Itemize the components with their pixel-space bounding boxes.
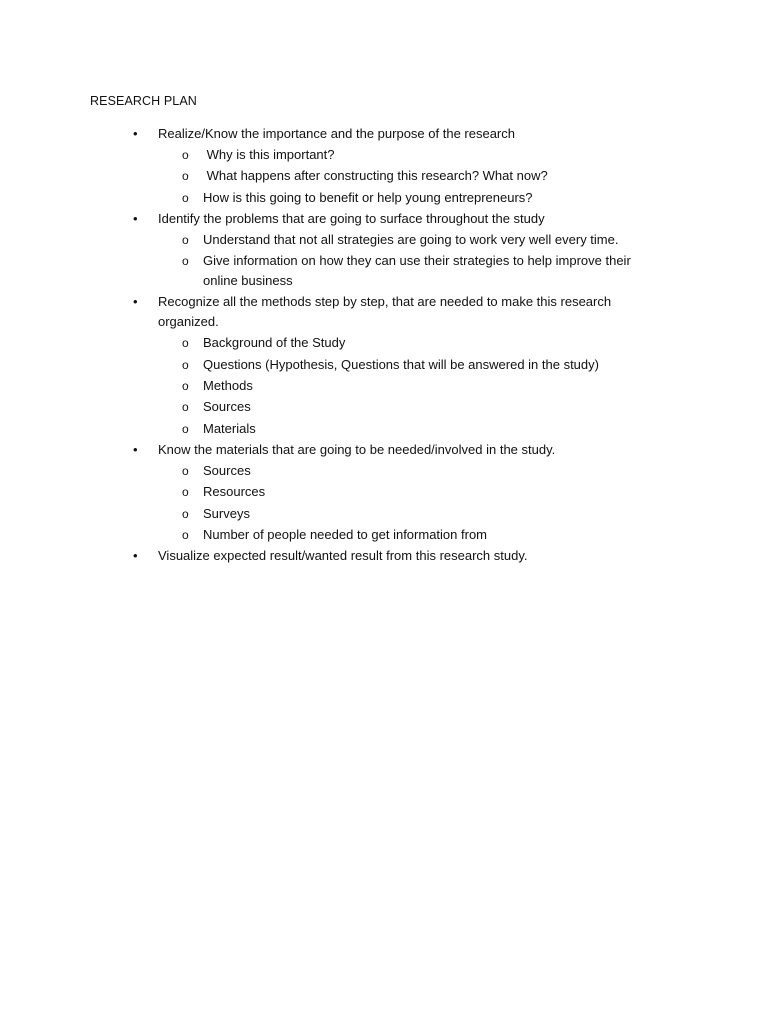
sub-outline-item-text: Number of people needed to get information from xyxy=(203,526,488,542)
outline-item-text: Recognize all the methods step by step, that are needed to make this research organized. xyxy=(158,294,612,330)
outline-item xyxy=(0,209,768,291)
outline-item-text: Know the materials that are going to be needed/involved in the study. xyxy=(158,441,556,457)
sub-outline-item-text: What happens after constructing this research? What now? xyxy=(203,168,548,184)
sub-outline-item-text: Sources xyxy=(203,399,251,415)
sub-outline-item-text: Understand that not all strategies are going to work very well every time. xyxy=(203,231,619,247)
circle-bullet-icon: o xyxy=(182,506,189,521)
outline-item-text: Visualize expected result/wanted result from this research study. xyxy=(158,548,528,564)
circle-bullet-icon: o xyxy=(182,527,189,542)
bullet-icon: • xyxy=(133,126,138,141)
sub-outline-item-text: Sources xyxy=(203,462,251,478)
sub-outline xyxy=(158,145,668,208)
sub-outline-item-text: Materials xyxy=(203,420,256,436)
sub-outline xyxy=(158,230,668,291)
circle-bullet-icon: o xyxy=(182,148,189,162)
sub-outline-item xyxy=(182,397,668,417)
sub-outline-item xyxy=(182,525,668,545)
sub-outline xyxy=(158,333,668,438)
circle-bullet-icon: o xyxy=(182,169,189,184)
circle-bullet-icon: o xyxy=(182,421,189,436)
sub-outline-item xyxy=(182,482,668,502)
sub-outline-item-text: Resources xyxy=(203,484,266,500)
outline-item xyxy=(0,440,768,545)
sub-outline-item-text: Surveys xyxy=(203,505,250,521)
sub-outline-item xyxy=(182,188,668,208)
circle-bullet-icon: o xyxy=(182,357,189,372)
sub-outline-item xyxy=(182,419,668,439)
sub-outline-item-text: Background of the Study xyxy=(203,335,346,351)
circle-bullet-icon: o xyxy=(182,336,189,351)
research-plan-outline xyxy=(0,124,768,567)
sub-outline-item xyxy=(182,355,668,375)
sub-outline-item xyxy=(182,145,668,165)
circle-bullet-icon: o xyxy=(182,485,189,500)
bullet-icon: • xyxy=(133,294,138,310)
sub-outline-item xyxy=(182,251,668,291)
sub-outline-item xyxy=(182,461,668,481)
bullet-icon: • xyxy=(133,441,138,457)
page-title: RESEARCH PLAN xyxy=(90,94,197,108)
sub-outline-item xyxy=(182,166,668,186)
sub-outline-item-text: Give information on how they can use their strategies to help improve their online business xyxy=(203,253,635,289)
sub-outline-item-text: Why is this important? xyxy=(203,147,335,162)
outline-item xyxy=(0,292,768,438)
sub-outline-item xyxy=(182,230,668,250)
sub-outline-item xyxy=(182,376,668,396)
circle-bullet-icon: o xyxy=(182,400,189,415)
bullet-icon: • xyxy=(133,548,138,564)
sub-outline-item xyxy=(182,504,668,524)
outline-item-text: Identify the problems that are going to surface throughout the study xyxy=(158,210,545,226)
circle-bullet-icon: o xyxy=(182,463,189,478)
circle-bullet-icon: o xyxy=(182,379,189,394)
circle-bullet-icon: o xyxy=(182,232,189,247)
outline-item-text: Realize/Know the importance and the purpose of the research xyxy=(158,126,515,141)
sub-outline-item-text: Methods xyxy=(203,378,253,394)
outline-item xyxy=(0,124,768,208)
sub-outline-item xyxy=(182,333,668,353)
circle-bullet-icon: o xyxy=(182,190,189,205)
circle-bullet-icon: o xyxy=(182,254,189,269)
sub-outline-item-text: How is this going to benefit or help young entrepreneurs? xyxy=(203,189,533,205)
bullet-icon: • xyxy=(133,210,138,226)
sub-outline-item-text: Questions (Hypothesis, Questions that will be answered in the study) xyxy=(203,356,599,372)
outline-item xyxy=(0,546,768,566)
sub-outline xyxy=(158,461,668,545)
